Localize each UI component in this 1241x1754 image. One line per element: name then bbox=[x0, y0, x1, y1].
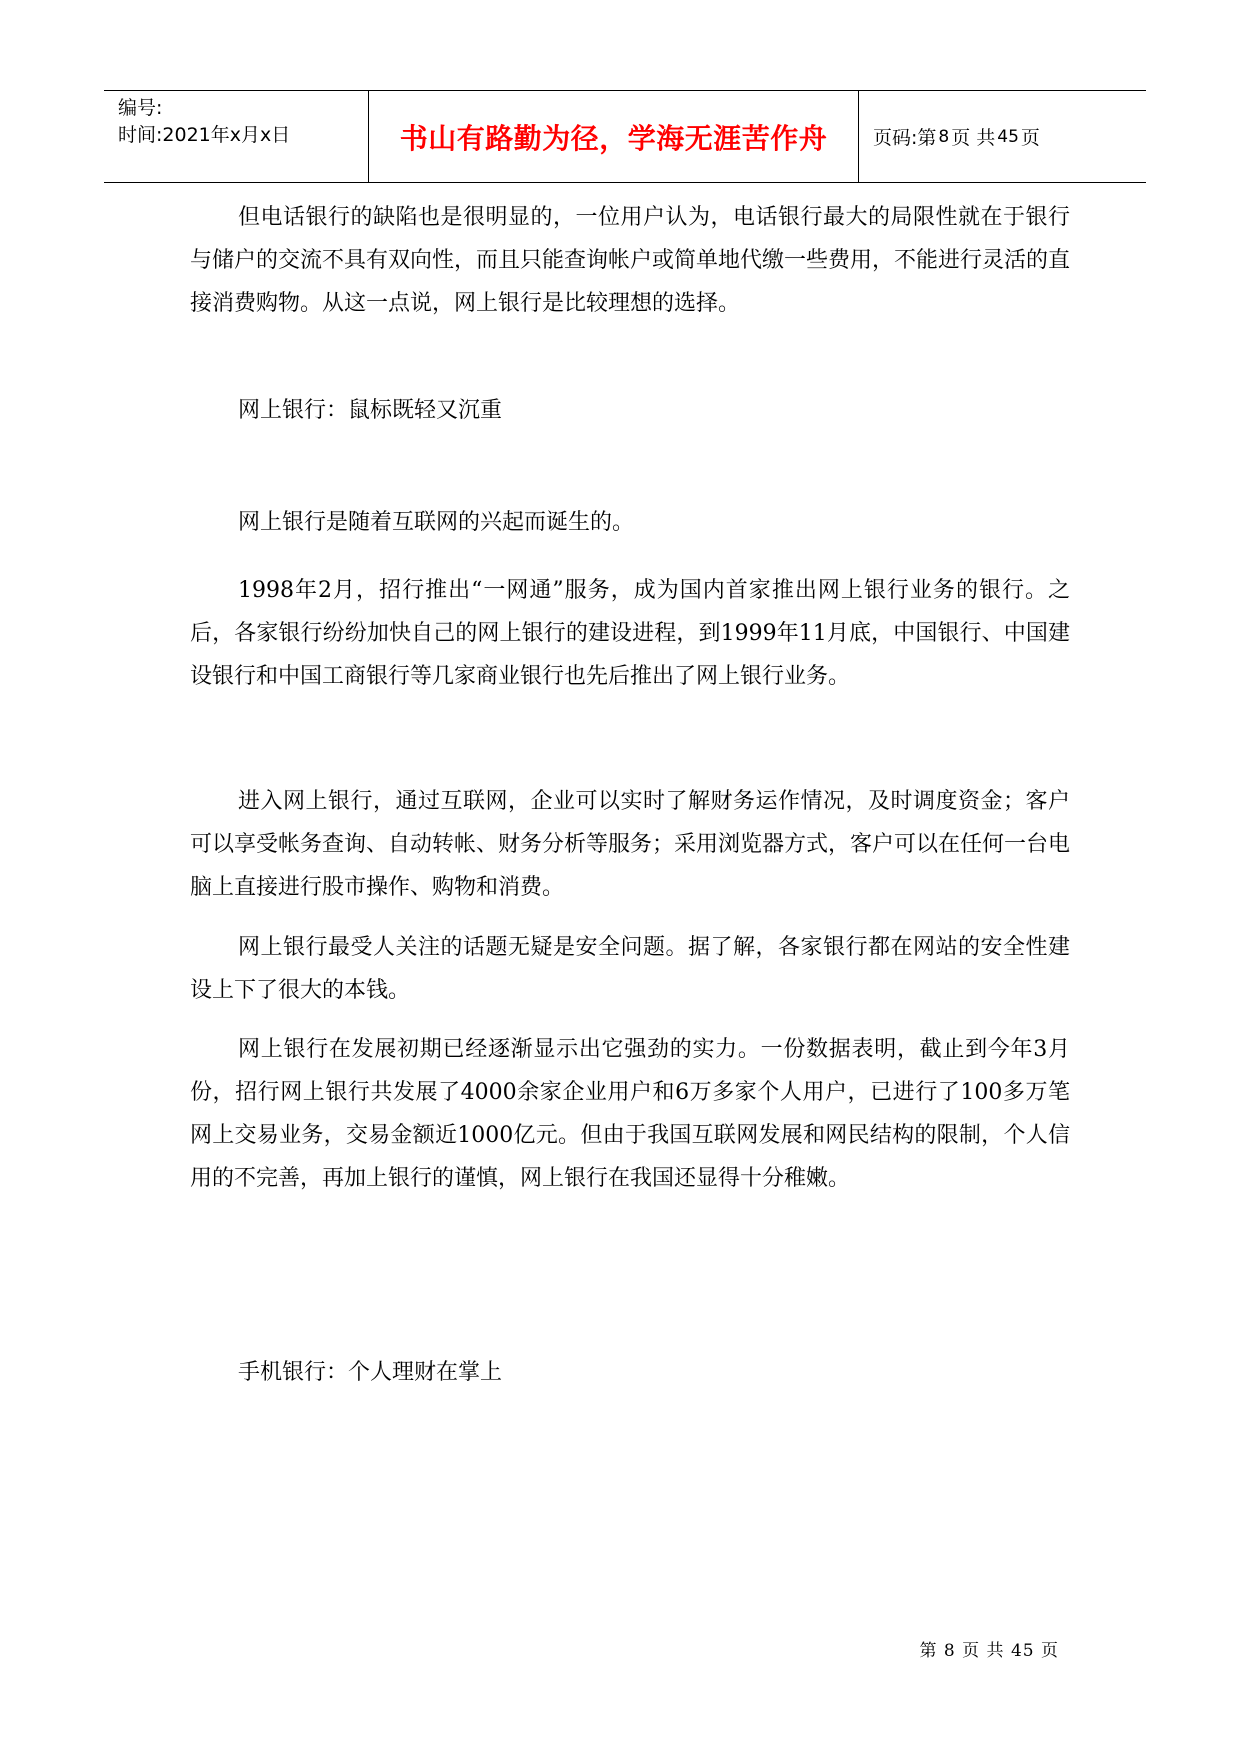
page-current: 8 bbox=[938, 126, 950, 147]
header-motto-cell bbox=[369, 91, 859, 182]
paragraph: 但电话银行的缺陷也是很明显的，一位用户认为，电话银行最大的局限性就在于银行与储户的交流不具有双向性，而且只能查询帐户或简单地代缴一些费用，不能进行灵活的直接消费购物。从这一点说，网上银行是比较理想的选择。 bbox=[190, 205, 1071, 316]
page-prefix: 页码:第 bbox=[873, 127, 937, 149]
page-footer: 第 8 页 共 45 页 bbox=[919, 1641, 1059, 1661]
section-heading: 网上银行：鼠标既轻又沉重 bbox=[238, 398, 503, 423]
paragraph: 1998年2月，招行推出“一网通”服务，成为国内首家推出网上银行业务的银行。之后，各家银行纷纷加快自己的网上银行的建设进程，到1999年11月底，中国银行、中国建设银行和中国工商银行等几家商业银行也先后推出了网上银行业务。 bbox=[190, 578, 1070, 689]
page-mid: 页 共 bbox=[951, 127, 996, 149]
page-header bbox=[104, 90, 1146, 183]
page-suffix: 页 bbox=[1020, 127, 1040, 149]
time-label: 时间:2021年x月x日 bbox=[118, 124, 291, 146]
paragraph: 网上银行在发展初期已经逐渐显示出它强劲的实力。一份数据表明，截止到今年3月份，招行网上银行共发展了4000余家企业用户和6万多家个人用户，已进行了100多万笔网上交易业务，交易金额近1000亿元。但由于我国互联网发展和网民结构的限制，个人信用的不完善，再加上银行的谨慎，网上银行在我国还显得十分稚嫩。 bbox=[190, 1037, 1070, 1191]
header-meta bbox=[104, 91, 369, 182]
paragraph: 进入网上银行，通过互联网，企业可以实时了解财务运作情况，及时调度资金；客户可以享受帐务查询、自动转帐、财务分析等服务；采用浏览器方式，客户可以在任何一台电脑上直接进行股市操作、购物和消费。 bbox=[190, 789, 1071, 900]
section-heading: 手机银行：个人理财在掌上 bbox=[238, 1360, 503, 1385]
paragraph: 网上银行最受人关注的话题无疑是安全问题。据了解，各家银行都在网站的安全性建设上下了很大的本钱。 bbox=[190, 935, 1070, 1003]
header-page-number bbox=[859, 91, 1146, 182]
page-total: 45 bbox=[997, 126, 1019, 147]
motto: 书山有路勤为径，学海无涯苦作舟 bbox=[399, 121, 828, 155]
paragraph: 网上银行是随着互联网的兴起而诞生的。 bbox=[238, 510, 635, 535]
serial-label: 编号: bbox=[118, 97, 163, 119]
